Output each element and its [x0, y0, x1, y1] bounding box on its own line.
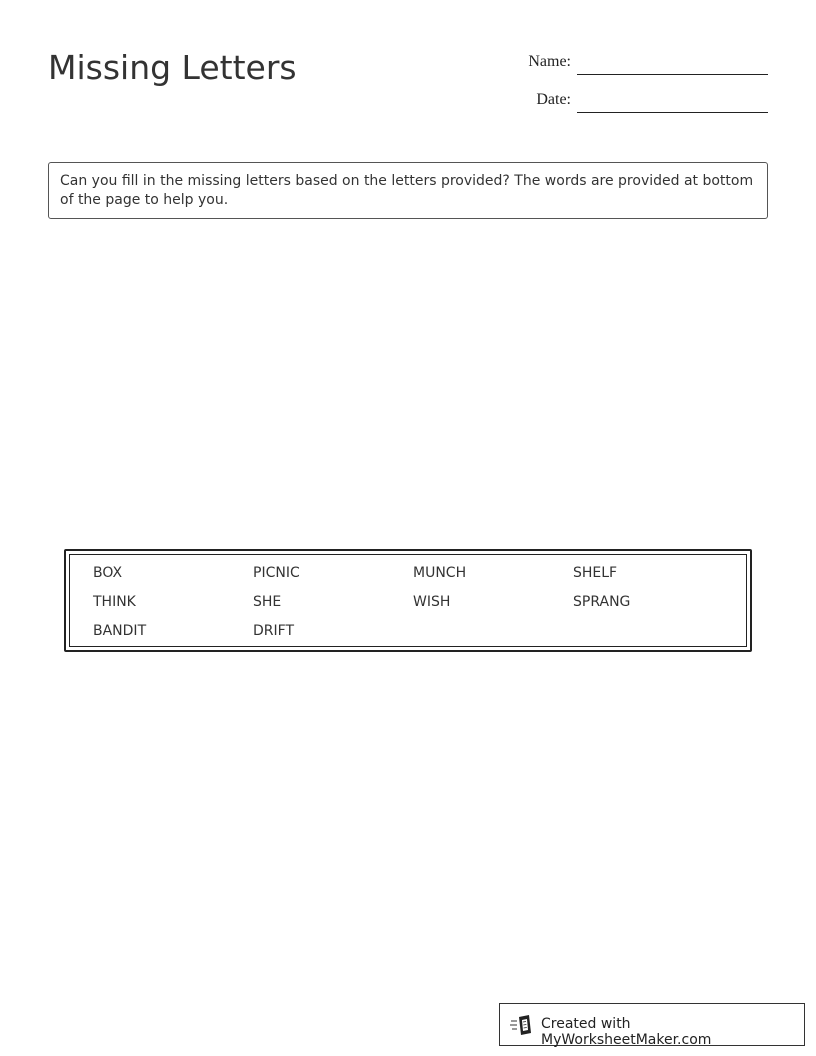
worksheet-maker-logo-icon — [510, 1014, 534, 1036]
word-bank-item: WISH — [413, 594, 451, 610]
instructions-text: Can you fill in the missing letters based on the letters provided? The words are provided at bottom of the page to help you. — [60, 173, 754, 208]
word-bank-item: BOX — [93, 565, 123, 581]
word-bank-item: SHELF — [573, 565, 618, 581]
date-line[interactable] — [577, 112, 768, 113]
date-label: Date: — [536, 91, 571, 108]
word-bank-item: MUNCH — [413, 565, 467, 581]
word-bank — [64, 549, 752, 652]
footer-credit-box — [499, 1003, 805, 1046]
word-bank-item: SPRANG — [573, 594, 631, 610]
word-bank-inner-border — [69, 554, 747, 647]
word-bank-item: DRIFT — [253, 623, 294, 639]
page-title: Missing Letters — [48, 48, 297, 87]
instructions-box — [48, 162, 768, 219]
name-line[interactable] — [577, 74, 768, 75]
word-bank-item: THINK — [93, 594, 136, 610]
word-bank-item: BANDIT — [93, 623, 147, 639]
name-label: Name: — [528, 53, 571, 70]
footer-credit-text: Created with MyWorksheetMaker.com — [541, 1016, 712, 1048]
word-bank-item: PICNIC — [253, 565, 300, 581]
word-bank-item: SHE — [253, 594, 282, 610]
